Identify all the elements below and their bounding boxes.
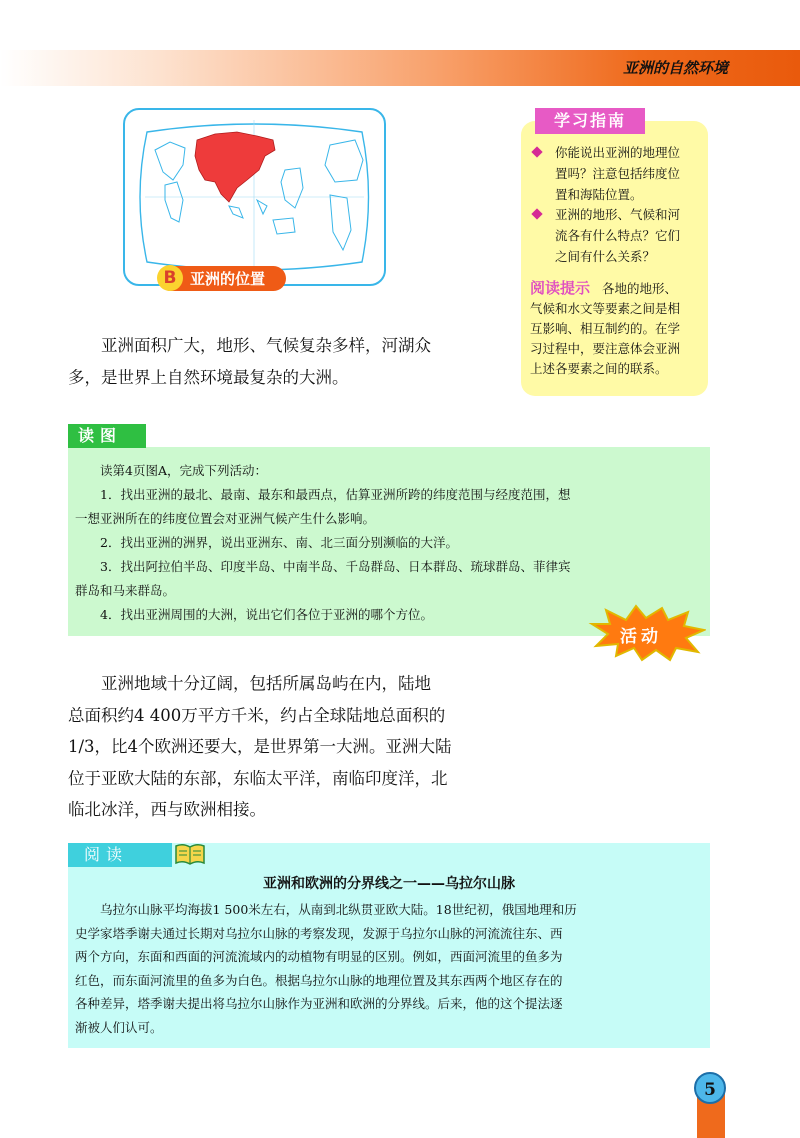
paragraph-line: 1/3，比4个欧洲还要大，是世界第一大洲。亚洲大陆 [68, 737, 452, 756]
guide-line: 置和海陆位置。 [555, 187, 643, 202]
reading-tab: 阅读 [68, 843, 172, 867]
study-guide-title: 学习指南 [535, 108, 645, 134]
paragraph-line: 亚洲地域十分辽阔，包括所属岛屿在内，陆地 [101, 674, 431, 693]
activity-line: 3．找出阿拉伯半岛、印度半岛、中南半岛、千岛群岛、日本群岛、琉球群岛、菲律宾 [100, 559, 571, 574]
chapter-title: 亚洲的自然环境 [622, 59, 728, 77]
tip-line: 习过程中，要注意体会亚洲 [530, 341, 681, 356]
reading-line: 各种差异，塔季谢夫提出将乌拉尔山脉作为亚洲和欧洲的分界线。后来，他的这个提法逐 [75, 996, 563, 1011]
guide-line: 亚洲的地形、气候和河 [555, 207, 681, 222]
reading-line: 两个方向，东面和西面的河流流域内的动植物有明显的区别。例如，西面河流里的鱼多为 [75, 949, 563, 964]
reading-line: 渐被人们认可。 [75, 1019, 163, 1035]
guide-line: 你能说出亚洲的地理位 [555, 145, 681, 160]
read-map-tab: 读图 [68, 424, 146, 448]
asia-region [195, 132, 275, 202]
map-badge: B [157, 265, 183, 291]
reading-title: 亚洲和欧洲的分界线之一——乌拉尔山脉 [263, 876, 515, 892]
activity-line: 4．找出亚洲周围的大洲，说出它们各位于亚洲的哪个方位。 [100, 607, 433, 622]
page-number: 5 [694, 1072, 726, 1104]
reading-tip-label: 阅读提示 [530, 279, 591, 297]
world-map [123, 108, 386, 286]
paragraph-line: 多，是世界上自然环境最复杂的大洲。 [68, 367, 349, 387]
tip-line: 各地的地形、 [601, 281, 677, 296]
intro-paragraph [68, 330, 498, 393]
diamond-bullet-icon [531, 208, 542, 219]
map-caption: 亚洲的位置 [190, 270, 266, 288]
open-book-icon [174, 842, 206, 866]
body-paragraph [68, 668, 498, 826]
activity-line: 一想亚洲所在的纬度位置会对亚洲气候产生什么影响。 [75, 511, 376, 526]
reading-line: 史学家塔季谢夫通过长期对乌拉尔山脉的考察发现，发源于乌拉尔山脉的河流流往东、西 [75, 925, 563, 941]
paragraph-line: 总面积约4 400万平方千米，约占全球陆地总面积的 [68, 705, 446, 725]
guide-line: 置吗？注意包括纬度位 [555, 166, 681, 181]
tip-line: 上述各要素之间的联系。 [530, 361, 668, 376]
paragraph-line: 位于亚欧大陆的东部，东临太平洋，南临印度洋，北 [68, 768, 448, 788]
guide-line: 流各有什么特点？它们 [555, 228, 681, 243]
reading-line: 红色，而东面河流里的鱼多为白色。根据乌拉尔山脉的地理位置及其东西两个地区存在的 [75, 972, 563, 988]
reading-text [75, 898, 703, 1039]
activity-line: 2．找出亚洲的洲界，说出亚洲东、南、北三面分别濒临的大洋。 [100, 535, 458, 550]
guide-line: 之间有什么关系？ [555, 249, 656, 264]
tip-line: 互影响、相互制约的。在学 [530, 321, 681, 336]
reading-line: 乌拉尔山脉平均海拔1 500米左右，从南到北纵贯亚欧大陆。18世纪初，俄国地理和历 [100, 902, 577, 917]
activity-line: 群岛和马来群岛。 [75, 583, 176, 598]
activity-line: 读第4页图A，完成下列活动： [100, 463, 267, 478]
paragraph-line: 临北冰洋，西与欧洲相接。 [68, 800, 266, 819]
tip-line: 气候和水文等要素之间是相 [530, 301, 681, 316]
activity-badge: 活动 [620, 627, 662, 647]
diamond-bullet-icon [531, 146, 542, 157]
paragraph-line: 亚洲面积广大，地形、气候复杂多样，河湖众 [101, 336, 431, 355]
reading-tip [530, 278, 706, 379]
guide-item [533, 204, 703, 267]
guide-item [533, 142, 703, 205]
activity-text [75, 459, 700, 627]
activity-line: 1．找出亚洲的最北、最南、最东和最西点，估算亚洲所跨的纬度范围与经度范围，想 [100, 487, 571, 502]
